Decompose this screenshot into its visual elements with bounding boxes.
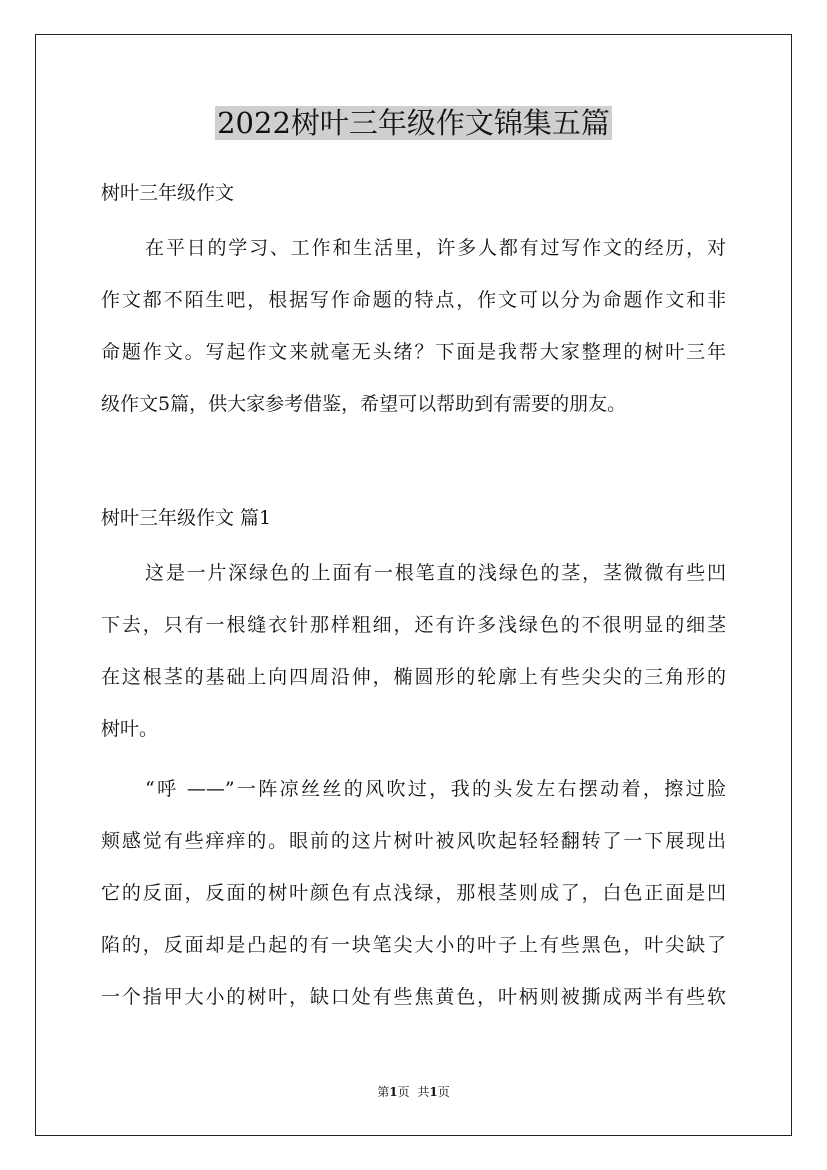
page-suffix: 页 <box>397 1085 410 1099</box>
paragraph-line: 级作文5篇，供大家参考借鉴，希望可以帮助到有需要的朋友。 <box>101 393 627 415</box>
paragraph-line: 命题作文。写起作文来就毫无头绪？下面是我帮大家整理的树叶三年 <box>101 341 726 363</box>
paragraph-line: 这是一片深绿色的上面有一根笔直的浅绿色的茎，茎微微有些凹 <box>145 562 726 584</box>
document-title <box>0 103 827 143</box>
intro-paragraph <box>101 222 726 430</box>
page-prefix: 第 <box>377 1085 390 1099</box>
paragraph-line: 作文都不陌生吧，根据写作命题的特点，作文可以分为命题作文和非 <box>101 289 726 311</box>
document-title-text: 2022树叶三年级作文锦集五篇 <box>217 106 610 140</box>
paragraph-line: 树叶。 <box>101 718 159 740</box>
essay-1-heading: 树叶三年级作文 篇1 <box>101 507 272 529</box>
essay-1-paragraph-1 <box>101 547 726 755</box>
paragraph-line: 在平日的学习、工作和生活里，许多人都有过写作文的经历，对 <box>145 237 726 259</box>
paragraph-line: 在这根茎的基础上向四周沿伸，椭圆形的轮廓上有些尖尖的三角形的 <box>101 666 726 688</box>
paragraph-line: 颊感觉有些痒痒的。眼前的这片树叶被风吹起轻轻翻转了一下展现出 <box>101 830 726 852</box>
paragraph-line: 它的反面，反面的树叶颜色有点浅绿，那根茎则成了，白色正面是凹 <box>101 882 726 904</box>
total-suffix: 页 <box>437 1085 450 1099</box>
paragraph-line: 一个指甲大小的树叶，缺口处有些焦黄色，叶柄则被撕成两半有些软 <box>101 986 726 1008</box>
page-number: 1 <box>389 1085 398 1099</box>
essay-1-paragraph-2 <box>101 763 726 1023</box>
section-heading: 树叶三年级作文 <box>101 182 235 204</box>
page-footer <box>0 1084 827 1100</box>
paragraph-line: “呼 ——”一阵凉丝丝的风吹过，我的头发左右摆动着，擦过脸 <box>145 778 726 800</box>
paragraph-line: 下去，只有一根缝衣针那样粗细，还有许多浅绿色的不很明显的细茎 <box>101 614 726 636</box>
paragraph-line: 陷的，反面却是凸起的有一块笔尖大小的叶子上有些黑色，叶尖缺了 <box>101 934 726 956</box>
total-prefix: 共 <box>417 1085 430 1099</box>
total-pages: 1 <box>429 1085 438 1099</box>
